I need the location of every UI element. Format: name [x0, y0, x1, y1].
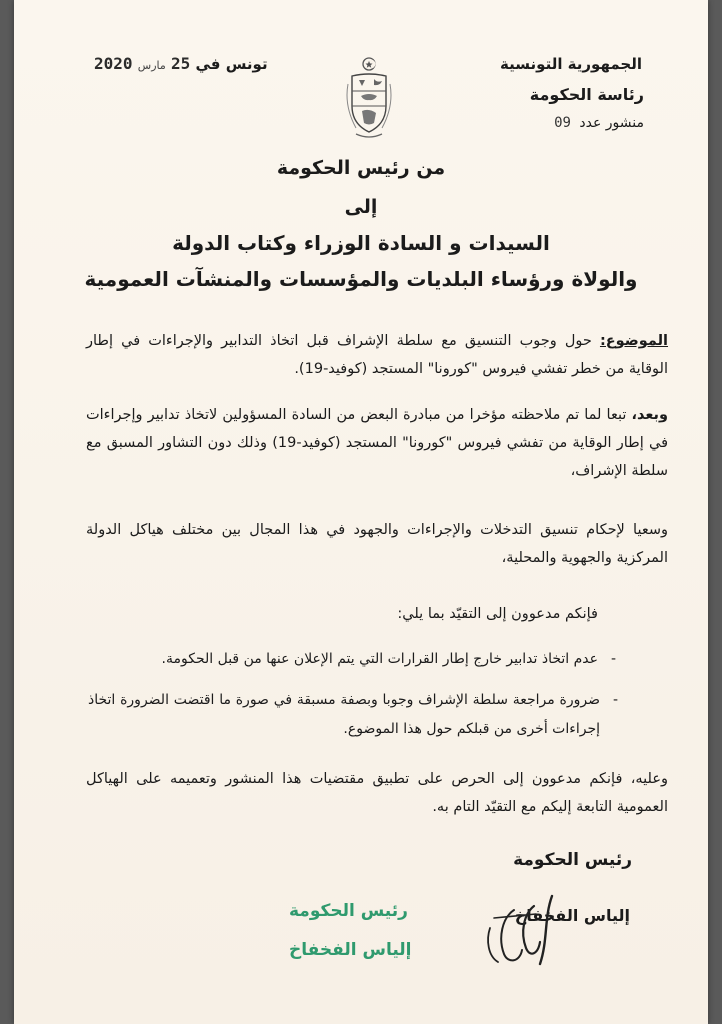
list-item — [88, 686, 618, 744]
stamp-name: إلياس الفخفاخ — [289, 940, 412, 960]
handwritten-signature-icon — [474, 888, 566, 970]
date-year: 2020 — [94, 54, 133, 73]
tunisia-coat-of-arms-icon — [342, 54, 396, 142]
paragraph-3: فإنكم مدعوون إلى التقيّد بما يلي: — [397, 606, 598, 622]
paragraph-1 — [86, 401, 668, 485]
to-line: إلى — [344, 196, 378, 218]
paragraph-1-text: تبعا لما تم ملاحظته مؤخرا من مبادرة البعض من السادة المسؤولين لاتخاذ تدابير وإجراءات في إطار الوقاية من تفشي فيروس "كورونا" المستجد (كوفيد-19) وذلك دون التشاور المسبق مع سلطة الإشراف، — [86, 407, 668, 479]
date-month: مارس — [137, 59, 166, 72]
document-page — [14, 0, 708, 1024]
bullet-dash: - — [612, 692, 618, 708]
date-line — [94, 54, 268, 73]
subject-label: الموضوع: — [599, 333, 669, 349]
addressee-line-1: السيدات و السادة الوزراء وكتاب الدولة — [172, 231, 550, 255]
bullet-1-text: عدم اتخاذ تدابير خارج إطار القرارات التي يتم الإعلان عنها من قبل الحكومة. — [161, 651, 598, 667]
addressee-line-2: والولاة ورؤساء البلديات والمؤسسات والمنشآت العمومية — [84, 267, 638, 291]
signature-title: رئيس الحكومة — [513, 850, 632, 870]
subject-text: حول وجوب التنسيق مع سلطة الإشراف قبل اتخاذ التدابير والإجراءات في إطار الوقاية من خطر تفشي فيروس "كورونا" المستجد (كوفيد-19). — [86, 333, 668, 377]
list-item — [161, 651, 616, 667]
presidency-heading: رئاسة الحكومة — [529, 85, 644, 104]
paragraph-4: وعليه، فإنكم مدعوون إلى الحرص على تطبيق مقتضيات هذا المنشور وتعميمه على الهياكل العمومية التابعة إليكم مع التقيّد التام به. — [86, 771, 668, 815]
circular-number-line — [554, 115, 644, 131]
paragraph-2: وسعيا لإحكام تنسيق التدخلات والإجراءات والجهود في هذا المجال بين مختلف هياكل الدولة المركزية والجهوية والمحلية، — [86, 522, 668, 566]
signature-name: إلياس الفخفاخ — [514, 906, 630, 925]
stamp-title: رئيس الحكومة — [289, 901, 408, 921]
circular-label: منشور عدد — [579, 115, 644, 131]
paragraph-1-lead: وبعد، — [631, 407, 668, 423]
circular-number: 09 — [554, 115, 571, 131]
from-line: من رئيس الحكومة — [276, 157, 446, 179]
bullet-dash: - — [610, 651, 616, 667]
date-place: تونس في — [195, 55, 268, 73]
date-day: 25 — [170, 54, 191, 73]
subject-paragraph — [86, 327, 668, 383]
republic-heading: الجمهورية التونسية — [500, 55, 642, 73]
bullet-2-text: ضرورة مراجعة سلطة الإشراف وجوبا وبصفة مسبقة في صورة ما اقتضت الضرورة اتخاذ إجراءات أخرى من قبلكم حول هذا الموضوع. — [88, 692, 600, 737]
